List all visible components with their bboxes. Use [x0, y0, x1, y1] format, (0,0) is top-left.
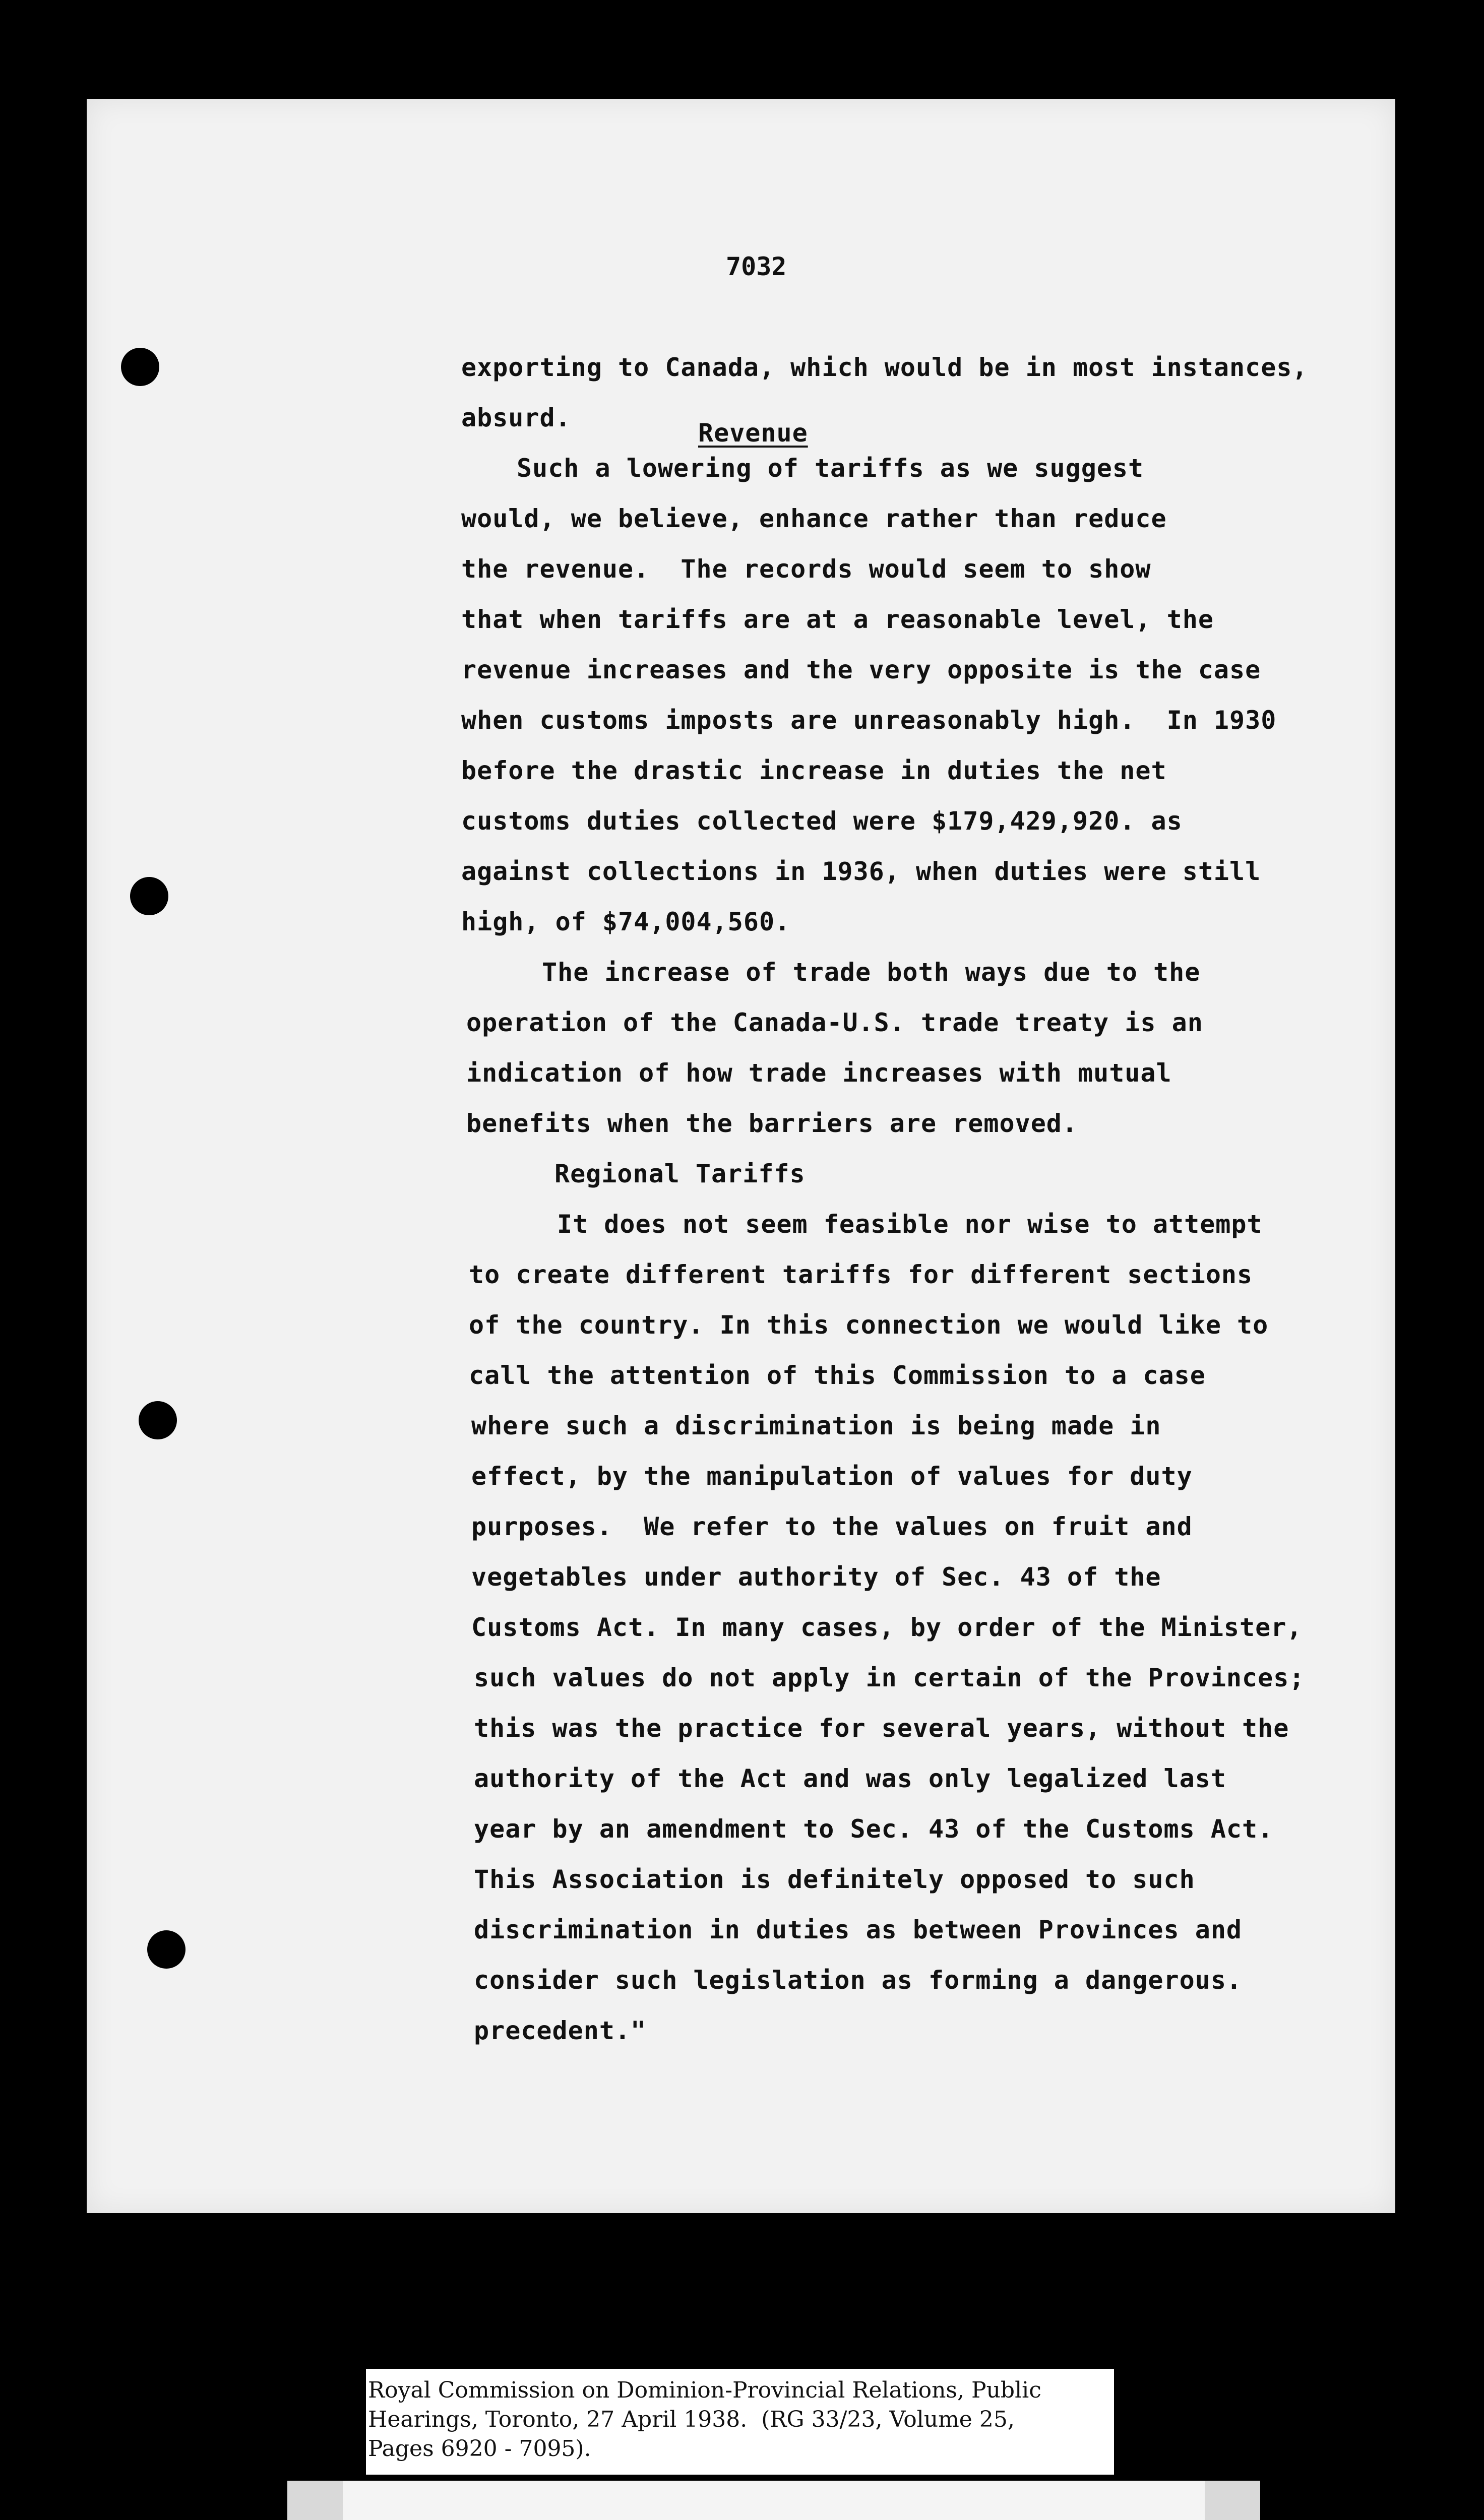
text-line: that when tariffs are at a reasonable level, the [461, 605, 1214, 634]
text-line: consider such legislation as forming a dangerous. [474, 1966, 1243, 1995]
text-line: discrimination in duties as between Provinces and [474, 1915, 1243, 1944]
text-line: It does not seem feasible nor wise to attempt [557, 1210, 1263, 1239]
stamp-edge-left [287, 2481, 343, 2520]
text-line: authority of the Act and was only legalized last [474, 1764, 1226, 1793]
archive-label-line-1: Royal Commission on Dominion-Provincial Relations, Public [368, 2377, 1041, 2403]
text-line: call the attention of this Commission to a case [469, 1361, 1206, 1390]
heading-revenue: Revenue [698, 418, 808, 448]
text-line: when customs imposts are unreasonably high. In 1930 [461, 706, 1277, 735]
text-line: against collections in 1936, when duties were still [461, 857, 1261, 886]
text-line: exporting to Canada, which would be in most instances, [461, 353, 1308, 382]
heading-regional-tariffs: Regional Tariffs [554, 1159, 806, 1188]
text-line: effect, by the manipulation of values for duty [471, 1462, 1193, 1491]
page-number: 7032 [726, 252, 787, 281]
text-line: high, of $74,004,560. [461, 907, 791, 936]
archive-reference-label [366, 2369, 1114, 2475]
text-line: indication of how trade increases with mutual [466, 1058, 1172, 1088]
text-line: the revenue. The records would seem to show [461, 554, 1151, 584]
text-line: purposes. We refer to the values on fruit and [471, 1512, 1193, 1541]
text-line: revenue increases and the very opposite is the case [461, 655, 1261, 684]
text-line: Customs Act. In many cases, by order of the Minister, [471, 1613, 1303, 1642]
text-line: benefits when the barriers are removed. [466, 1109, 1078, 1138]
stamp-edge-right [1205, 2481, 1260, 2520]
text-line: This Association is definitely opposed to such [474, 1865, 1195, 1894]
document-page [87, 99, 1395, 2213]
punch-hole-1 [121, 348, 159, 386]
archive-label-line-2: Hearings, Toronto, 27 April 1938. (RG 33/23, Volume 25, [368, 2407, 1015, 2432]
text-line: where such a discrimination is being made in [471, 1411, 1161, 1440]
punch-hole-3 [139, 1401, 177, 1439]
text-line: would, we believe, enhance rather than reduce [461, 504, 1167, 533]
text-line: before the drastic increase in duties the net [461, 756, 1167, 785]
text-line: customs duties collected were $179,429,920. as [461, 806, 1183, 836]
text-line: absurd. [461, 403, 571, 432]
punch-hole-2 [130, 877, 168, 915]
text-line: The increase of trade both ways due to the [542, 958, 1201, 987]
text-line: year by an amendment to Sec. 43 of the Customs Act. [474, 1814, 1274, 1844]
text-line: precedent." [474, 2016, 647, 2045]
archive-label-line-3: Pages 6920 - 7095). [368, 2436, 591, 2462]
text-line: operation of the Canada-U.S. trade treaty is an [466, 1008, 1203, 1037]
archives-stamp [287, 2481, 1260, 2520]
text-line: vegetables under authority of Sec. 43 of the [471, 1562, 1161, 1592]
text-line: such values do not apply in certain of the Provinces; [474, 1663, 1305, 1692]
text-line: Such a lowering of tariffs as we suggest [517, 454, 1144, 483]
punch-hole-4 [147, 1930, 186, 1969]
text-line: this was the practice for several years, without the [474, 1714, 1289, 1743]
text-line: to create different tariffs for different sections [469, 1260, 1253, 1289]
text-line: of the country. In this connection we would like to [469, 1310, 1269, 1340]
